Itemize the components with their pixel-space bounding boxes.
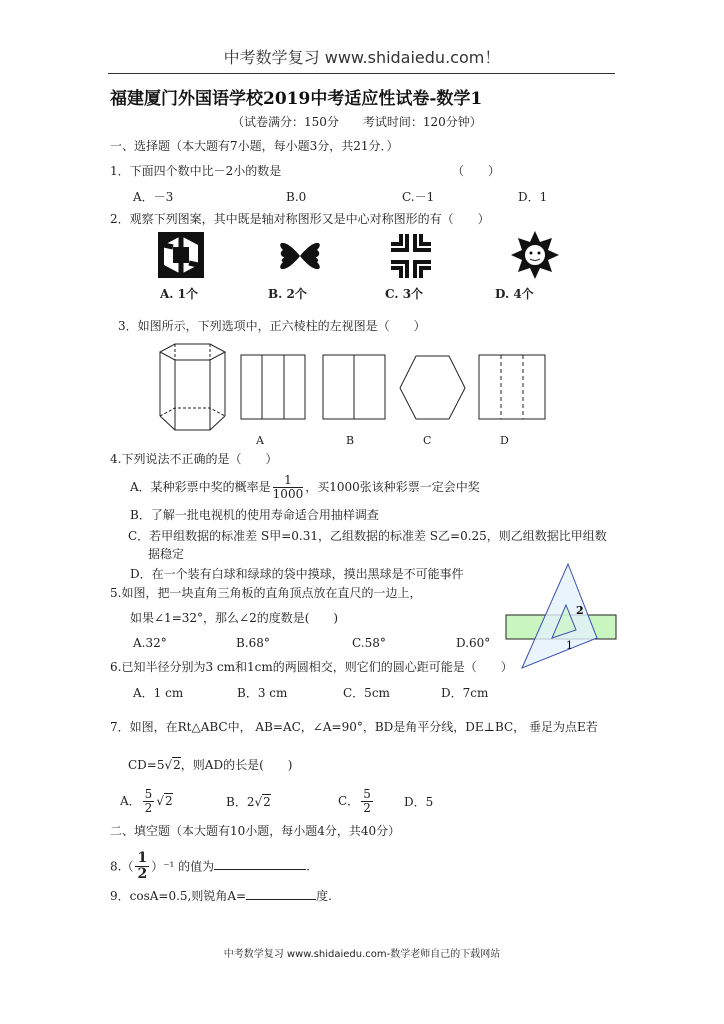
q8-prefix: 8.（ [110, 859, 134, 874]
q2-option-b: B. 2个 [268, 287, 307, 301]
exam-title: 福建厦门外国语学校2019中考适应性试卷-数学1 [110, 89, 483, 109]
q4-option-b: B．了解一批电视机的使用寿命适合用抽样调查 [130, 508, 379, 522]
section-2-heading: 二、填空题（本大题有10小题，每小题4分，共40分） [110, 824, 401, 838]
q7-cd-prefix: CD=5 [128, 758, 165, 772]
q9-text: 9．cosA=0.5,则锐角A= [110, 889, 247, 903]
q8-end: . [306, 859, 310, 874]
fraction [273, 474, 304, 501]
q3-label-a: A [256, 434, 264, 447]
header-divider [108, 73, 615, 74]
cross-logo-icon [388, 232, 434, 280]
q7-option-b: B．2√2 [226, 795, 271, 809]
numerator: 5 [144, 787, 153, 801]
q5-ruler-triangle-figure [500, 560, 620, 672]
numerator: 5 [363, 787, 371, 801]
q6-option-d: D．7cm [441, 686, 489, 700]
q4-option-c: C．若甲组数据的标准差 S甲=0.31，乙组数据的标准差 S乙=0.25，则乙组数据比甲组数 [128, 529, 607, 543]
four-leaf-logo-icon [275, 232, 325, 280]
fraction [135, 851, 149, 883]
q4-option-c-cont: 据稳定 [148, 547, 185, 561]
q3-option-a-figure [240, 354, 308, 422]
q1-option-d: D．1 [518, 190, 548, 204]
q7-text: 7．如图，在Rt△ABC中， AB=AC，∠A=90°，BD是角平分线，DE⊥BC， 垂足为点E若 [110, 720, 598, 734]
q4-text: 4.下列说法不正确的是（ ） [110, 452, 278, 466]
q1-option-a: A．－3 [133, 190, 174, 204]
q1-answer-paren: （ ） [452, 164, 501, 178]
q5-text-2: 如果∠1=32°，那么∠2的度数是( ) [130, 611, 339, 625]
q5-option-b: B.68° [236, 636, 270, 650]
q7-option-d: D．5 [404, 795, 434, 809]
q8-answer-blank[interactable] [214, 869, 306, 870]
q6-text: 6.已知半径分别为3 cm和1cm的两圆相交，则它们的圆心距可能是（ ） [110, 660, 513, 674]
angle-1-label: 1 [566, 639, 573, 652]
q6-option-a: A．1 cm [133, 686, 184, 700]
numerator: 1 [137, 850, 148, 866]
q5-option-a: A.32° [133, 636, 167, 650]
q3-label-d: D [500, 434, 509, 447]
q4-option-d: D．在一个装有白球和绿球的袋中摸球，摸出黑球是不可能事件 [130, 567, 464, 581]
option-label: B．2 [226, 795, 255, 809]
q1-option-b: B.0 [286, 190, 307, 204]
option-label: A． [120, 794, 141, 809]
q7-text-2: CD=5√2，则AD的长是( ) [128, 758, 293, 772]
page-footer: 中考数学复习 www.shidaiedu.com-数学老师自己的下载网站 [223, 949, 501, 960]
q8 [110, 851, 310, 883]
denominator: 1000 [272, 487, 304, 502]
sun-logo-icon [510, 230, 560, 280]
q5-option-c: C.58° [352, 636, 386, 650]
q1-text: 1．下面四个数中比－2小的数是 [110, 164, 282, 178]
hexagonal-prism-figure [155, 340, 230, 435]
q7-option-a: A． $\frac{5}{2}$ √2 [120, 787, 173, 816]
q5-text: 5.如图，把一块直角三角板的直角顶点放在直尺的一边上， [110, 586, 422, 600]
q1-option-c: C.－1 [402, 190, 435, 204]
numerator: 1 [273, 474, 304, 488]
radicand: 2 [173, 758, 181, 772]
q8-text: ）⁻¹ 的值为 [151, 859, 215, 874]
q3-label-b: B [346, 434, 355, 447]
q4-a-suffix: ，买1000张该种彩票一定会中奖 [305, 480, 480, 495]
q7-question: ，则AD的长是( ) [180, 758, 293, 772]
fraction [143, 788, 155, 815]
bank-logo-icon [158, 232, 204, 278]
q2-text: 2．观察下列图案，其中既是轴对称图形又是中心对称图形的有（ ） [110, 212, 490, 226]
q9-answer-blank[interactable] [246, 899, 316, 900]
q6-option-b: B．3 cm [237, 686, 288, 700]
q3-option-b-figure [322, 354, 388, 422]
denominator: 2 [363, 801, 371, 816]
q3-option-c-figure [398, 354, 468, 422]
q9 [110, 890, 332, 902]
q2-option-c: C. 3个 [385, 287, 424, 301]
exam-subtitle: （试卷满分：150分 考试时间：120分钟） [232, 115, 482, 129]
denominator: 2 [137, 866, 148, 883]
option-label: C． [338, 794, 360, 809]
q4-a-prefix: A．某种彩票中奖的概率是 [130, 480, 271, 495]
fraction [361, 788, 373, 815]
q5-option-d: D.60° [456, 636, 491, 650]
denominator: 2 [144, 801, 153, 816]
q9-end: 度. [316, 889, 332, 903]
q4-option-a [130, 474, 480, 501]
q3-text: 3．如图所示，下列选项中，正六棱柱的左视图是（ ） [118, 319, 426, 333]
radicand: 2 [263, 795, 271, 809]
q3-option-d-figure [478, 354, 548, 422]
q2-option-d: D. 4个 [495, 287, 534, 301]
page-header: 中考数学复习 www.shidaiedu.com！ [223, 48, 501, 67]
angle-2-label: 2 [576, 604, 584, 617]
section-1-heading: 一、选择题（本大题有7小题，每小题3分，共21分．） [110, 139, 399, 153]
radicand: 2 [164, 794, 173, 809]
q7-option-c [338, 788, 375, 815]
q3-label-c: C [423, 434, 432, 447]
q6-option-c: C．5cm [343, 686, 390, 700]
q2-option-a: A. 1个 [160, 287, 199, 301]
